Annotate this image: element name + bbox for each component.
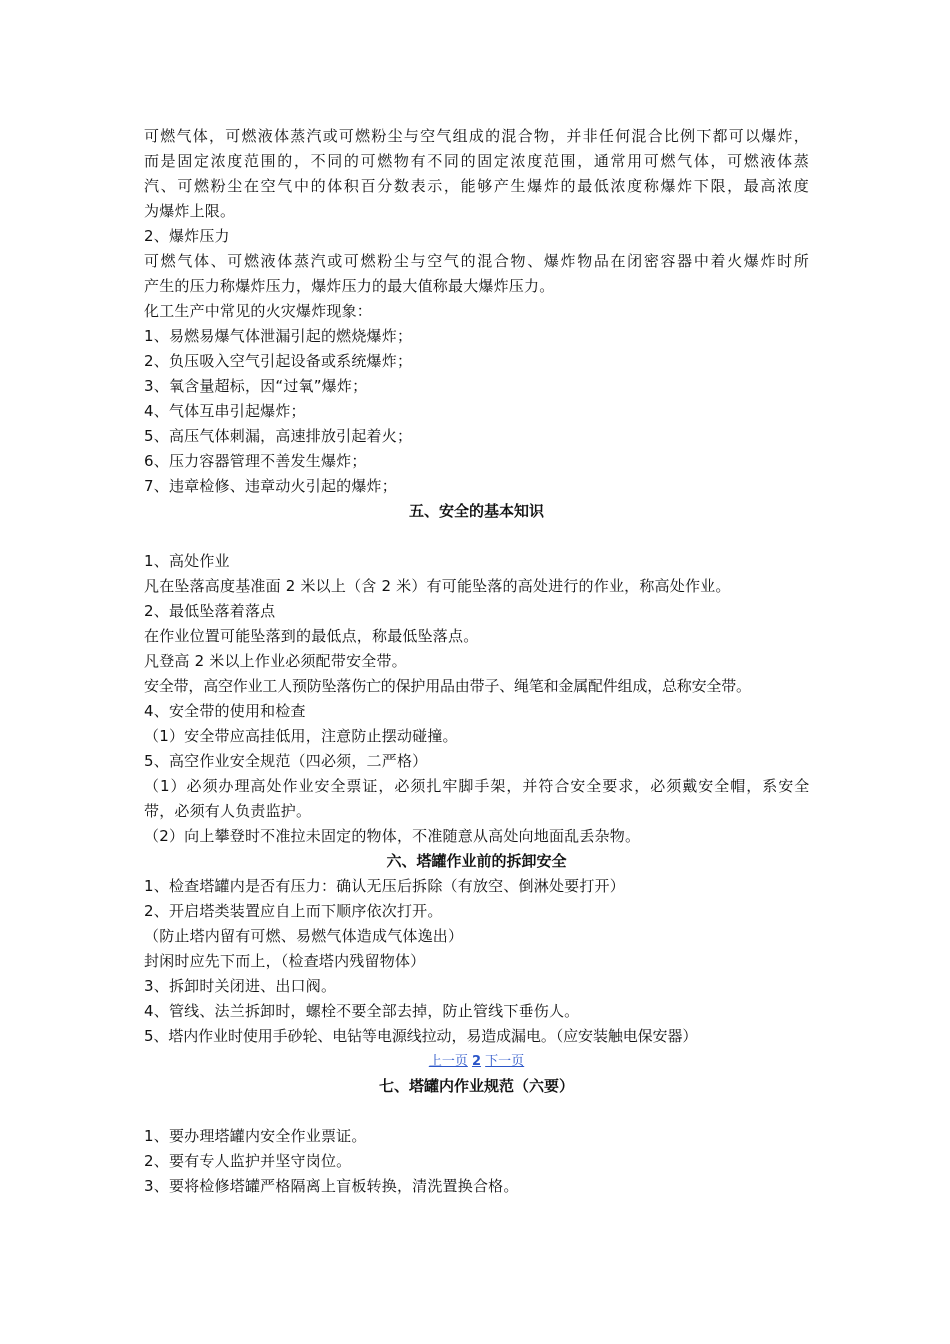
text-line: （1）安全带应高挂低用，注意防止摆动碰撞。 (144, 727, 458, 745)
text-line: 凡在坠落高度基准面 2 米以上（含 2 米）有可能坠落的高处进行的作业，称高处作业。 (144, 577, 731, 595)
current-page-number: 2 (471, 1054, 482, 1069)
text-line: 2、开启塔类装置应自上而下顺序依次打开。 (144, 902, 443, 920)
spacer (144, 524, 809, 549)
prev-page-link[interactable]: 上一页 (428, 1054, 468, 1069)
text-line: 可燃气体、可燃液体蒸汽或可燃粉尘与空气的混合物、爆炸物品在闭密容器中着火爆炸时所 (144, 252, 809, 270)
document-page (144, 124, 809, 1199)
text-line: 带，必须有人负责监护。 (144, 802, 312, 820)
list-item: 4、气体互串引起爆炸； (144, 402, 306, 420)
text-line: 化工生产中常见的火灾爆炸现象： (144, 302, 373, 320)
list-item: 3、氧含量超标，因“过氧”爆炸； (144, 377, 368, 395)
text-line: 2、最低坠落着落点 (144, 602, 276, 620)
list-item: 6、压力容器管理不善发生爆炸； (144, 452, 367, 470)
text-line: 产生的压力称爆炸压力，爆炸压力的最大值称最大爆炸压力。 (144, 277, 555, 295)
text-line: 为爆炸上限。 (144, 202, 236, 220)
section-title-6: 六、塔罐作业前的拆卸安全 (386, 852, 567, 870)
text-line: 1、高处作业 (144, 552, 230, 570)
text-line: 2、要有专人监护并坚守岗位。 (144, 1152, 352, 1170)
text-line: 而是固定浓度范围的，不同的可燃物有不同的固定浓度范围，通常用可燃气体，可燃液体蒸 (144, 152, 809, 170)
next-page-link[interactable]: 下一页 (485, 1054, 525, 1069)
list-item: 1、易燃易爆气体泄漏引起的燃烧爆炸； (144, 327, 413, 345)
list-item: 5、高压气体刺漏，高速排放引起着火； (144, 427, 413, 445)
text-line: （2）向上攀登时不准拉未固定的物体，不准随意从高处向地面乱丢杂物。 (144, 827, 641, 845)
text-line: 汽、可燃粉尘在空气中的体积百分数表示，能够产生爆炸的最低浓度称爆炸下限，最高浓度 (144, 177, 809, 195)
section-title-7: 七、塔罐内作业规范（六要） (378, 1077, 574, 1095)
text-line: 安全带，高空作业工人预防坠落伤亡的保护用品由带子、绳笔和金属配件组成，总称安全带。 (144, 677, 751, 695)
list-item: 2、负压吸入空气引起设备或系统爆炸； (144, 352, 413, 370)
text-line: （1）必须办理高处作业安全票证，必须扎牢脚手架，并符合安全要求，必须戴安全帽，系安全 (144, 777, 809, 795)
text-line: 5、塔内作业时使用手砂轮、电钻等电源线拉动，易造成漏电。（应安装触电保安器） (144, 1027, 698, 1045)
text-line: 3、拆卸时关闭进、出口阀。 (144, 977, 337, 995)
text-line: 封闲时应先下而上，（检查塔内残留物体） (144, 952, 426, 970)
pagination (144, 1049, 809, 1074)
text-line: 4、管线、法兰拆卸时，螺栓不要全部去掉，防止管线下垂伤人。 (144, 1002, 580, 1020)
subheading-explosion-pressure: 2、爆炸压力 (144, 227, 230, 245)
text-line: 凡登高 2 米以上作业必须配带安全带。 (144, 652, 407, 670)
text-line: 在作业位置可能坠落到的最低点，称最低坠落点。 (144, 627, 479, 645)
text-line: 1、要办理塔罐内安全作业票证。 (144, 1127, 367, 1145)
spacer (144, 1099, 809, 1124)
section-title-5: 五、安全的基本知识 (408, 502, 544, 520)
text-line: 1、检查塔罐内是否有压力：确认无压后拆除（有放空、倒淋处要打开） (144, 877, 625, 895)
list-item: 7、违章检修、违章动火引起的爆炸； (144, 477, 397, 495)
text-line: 5、高空作业安全规范（四必须，二严格） (144, 752, 428, 770)
text-line: 4、安全带的使用和检查 (144, 702, 306, 720)
text-line: 可燃气体，可燃液体蒸汽或可燃粉尘与空气组成的混合物，并非任何混合比例下都可以爆炸， (144, 127, 809, 145)
text-line: （防止塔内留有可燃、易燃气体造成气体逸出） (144, 927, 464, 945)
text-line: 3、要将检修塔罐严格隔离上盲板转换，清洗置换合格。 (144, 1177, 519, 1195)
